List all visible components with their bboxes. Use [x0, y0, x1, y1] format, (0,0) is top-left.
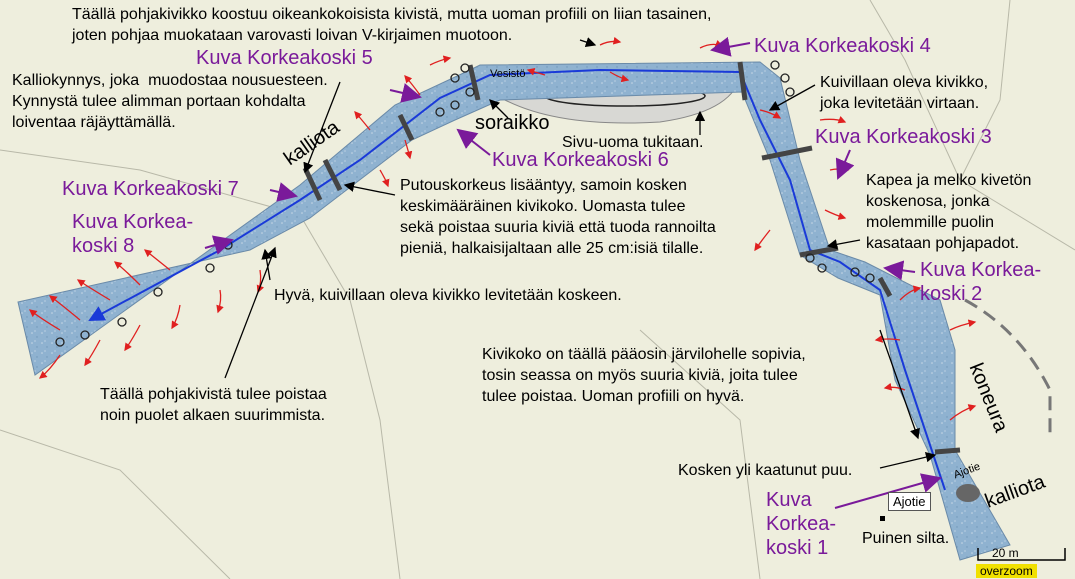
note-threshold: Kalliokynnys, joka muodostaa nousuesteen. Kynnystä tulee alimman portaan kohdalta loiventaa räjäyttämällä. — [12, 72, 328, 131]
label-vesisto: Vesistö — [490, 68, 526, 80]
photo-label-k2[interactable]: Kuva Korkea- koski 2 — [920, 259, 1042, 305]
overzoom-badge[interactable]: overzoom — [976, 564, 1037, 578]
photo-label-k1[interactable]: Kuva Korkea- koski 1 — [766, 489, 837, 559]
label-soraikko: soraikko — [475, 112, 550, 134]
rock-blob — [956, 484, 980, 502]
note-drop: Putouskorkeus lisääntyy, samoin kosken keskimääräinen kivikoko. Uomasta tulee sekä poistaa suuria kiviä että tuoda rannoilta pieniä, halkaisijaltaan alle 25 cm:isiä tilalle. — [400, 177, 716, 257]
note-side-channel: Sivu-uoma tukitaan. — [562, 134, 704, 151]
scale-label: 20 m — [992, 546, 1019, 560]
label-koneura: koneura — [964, 360, 1013, 436]
note-top: Täällä pohjakivikko koostuu oikeankokoisista kivistä, mutta uoman profiili on liian tasainen, joten pohjaa muokataan varovasti loivan V-kirjaimen muotoon. — [72, 6, 712, 44]
photo-label-k4[interactable]: Kuva Korkeakoski 4 — [754, 35, 931, 57]
label-ajotie-road: Ajotie — [952, 460, 982, 482]
note-dry-gravel: Kuivillaan oleva kivikko, joka levitetään virtaan. — [820, 74, 989, 112]
ajotie-sign: Ajotie — [888, 492, 931, 511]
note-bridge: Puinen silta. — [862, 530, 950, 547]
photo-label-k6[interactable]: Kuva Korkeakoski 6 — [492, 149, 669, 171]
photo-label-k5[interactable]: Kuva Korkeakoski 5 — [196, 47, 373, 69]
note-good-gravel: Hyvä, kuivillaan oleva kivikko levitetään koskeen. — [274, 287, 622, 304]
note-remove-half: Täällä pohjakivistä tulee poistaa noin puolet alkaen suurimmista. — [100, 386, 327, 424]
photo-label-k7[interactable]: Kuva Korkeakoski 7 — [62, 178, 239, 200]
label-kalliota-left: kalliota — [280, 116, 344, 171]
note-narrow: Kapea ja melko kivetön koskenosa, jonka molemmille puolin kasataan pohjapadot. — [866, 172, 1032, 252]
note-stone-size: Kivikoko on täällä pääosin järvilohelle sopivia, tosin seassa on myös suuria kiviä, joita tulee tulee poistaa. Uoman profiili on hyvä. — [482, 346, 806, 405]
note-fallen-tree: Kosken yli kaatunut puu. — [678, 462, 853, 479]
label-kalliota-right: kalliota — [982, 470, 1049, 513]
photo-label-k3[interactable]: Kuva Korkeakoski 3 — [815, 126, 992, 148]
bridge-marker — [880, 516, 885, 521]
photo-label-k8[interactable]: Kuva Korkea- koski 8 — [72, 211, 194, 257]
